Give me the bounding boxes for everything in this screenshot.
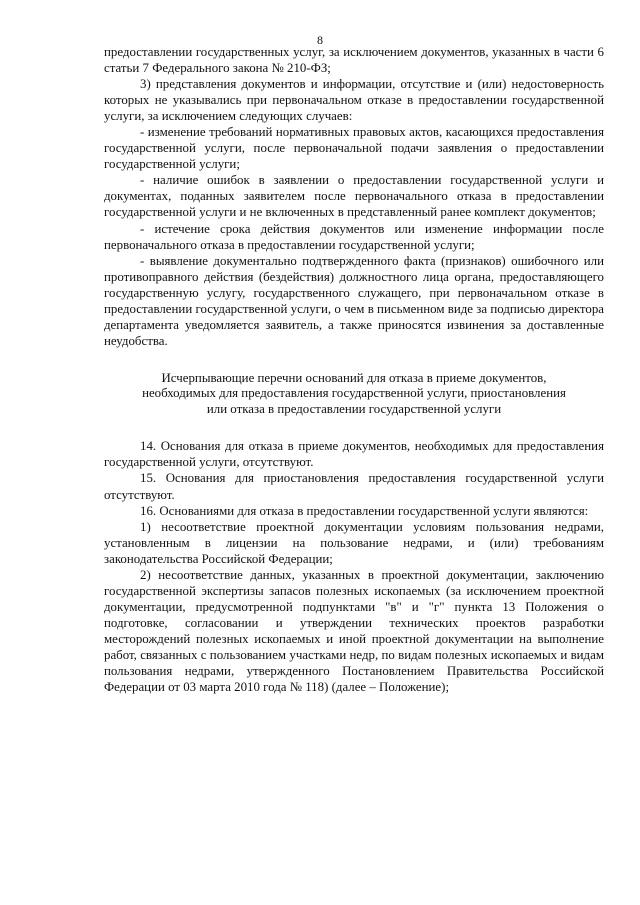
paragraph-bullet-4: - выявление документально подтвержденного факта (признаков) ошибочного или противоправного действия (бездействия) должностного лица органа, предоставляющего государственную услугу, государственного служащего, при первоначальном отказе в предоставлении государственной услуги, о чем в письменном виде за подписью директора департамента уведомляется заявитель, а также приносятся извинения за доставленные неудобства. (104, 253, 604, 348)
section-heading-line: необходимых для предоставления государственной услуги, приостановления (142, 386, 566, 401)
section-heading-line: или отказа в предоставлении государственной услуги (206, 401, 502, 416)
page-number: 8 (317, 33, 323, 47)
paragraph-item-3: 3) представления документов и информации, отсутствие и (или) недостоверность которых не указывались при первоначальном отказе в предоставлении государственной услуги, за исключением следующих случаев: (104, 77, 604, 124)
paragraph-16-item-1: 1) несоответствие проектной документации условиям пользования недрами, установленным в лицензии на пользование недрами, и (или) требованиям законодательства Российской Федерации; (104, 519, 604, 566)
paragraph-16: 16. Основаниями для отказа в предоставлении государственной услуги являются: (140, 503, 589, 518)
section-heading (104, 371, 604, 418)
paragraph-bullet-3: - истечение срока действия документов или изменение информации после первоначального отказа в предоставлении государственной услуги; (104, 221, 604, 252)
document-body (104, 44, 604, 695)
paragraph-15: 15. Основания для приостановления предоставления государственной услуги отсутствуют. (104, 471, 604, 502)
paragraph-16-item-2: 2) несоответствие данных, указанных в проектной документации, заключению государственной экспертизы запасов полезных ископаемых (за исключением проектной документации, предусмотренной подпунктами "в" и "г" пункта 13 Положения о подготовке, согласовании и утверждении технических проектов разработки месторождений полезных ископаемых и иной проектной документации на выполнение работ, связанных с пользованием участками недр, по видам полезных ископаемых и видам пользования недрами, утвержденного Постановлением Правительства Российской Федерации от 03 марта 2010 года № 118) (далее – Положение); (104, 567, 604, 695)
paragraph-14: 14. Основания для отказа в приеме документов, необходимых для предоставления государственной услуги, отсутствуют. (104, 439, 604, 470)
paragraph-bullet-2: - наличие ошибок в заявлении о предоставлении государственной услуги и документах, поданных заявителем после первоначального отказа в предоставлении государственной услуги и не включенных в представленный ранее комплект документов; (104, 173, 604, 220)
paragraph-continuation: предоставлении государственных услуг, за исключением документов, указанных в части 6 статьи 7 Федерального закона № 210-ФЗ; (104, 45, 604, 76)
paragraph-bullet-1: - изменение требований нормативных правовых актов, касающихся предоставления государственной услуги, после первоначальной подачи заявления о предоставлении государственной услуги; (104, 125, 604, 172)
section-heading-line: Исчерпывающие перечни оснований для отказа в приеме документов, (161, 370, 547, 385)
